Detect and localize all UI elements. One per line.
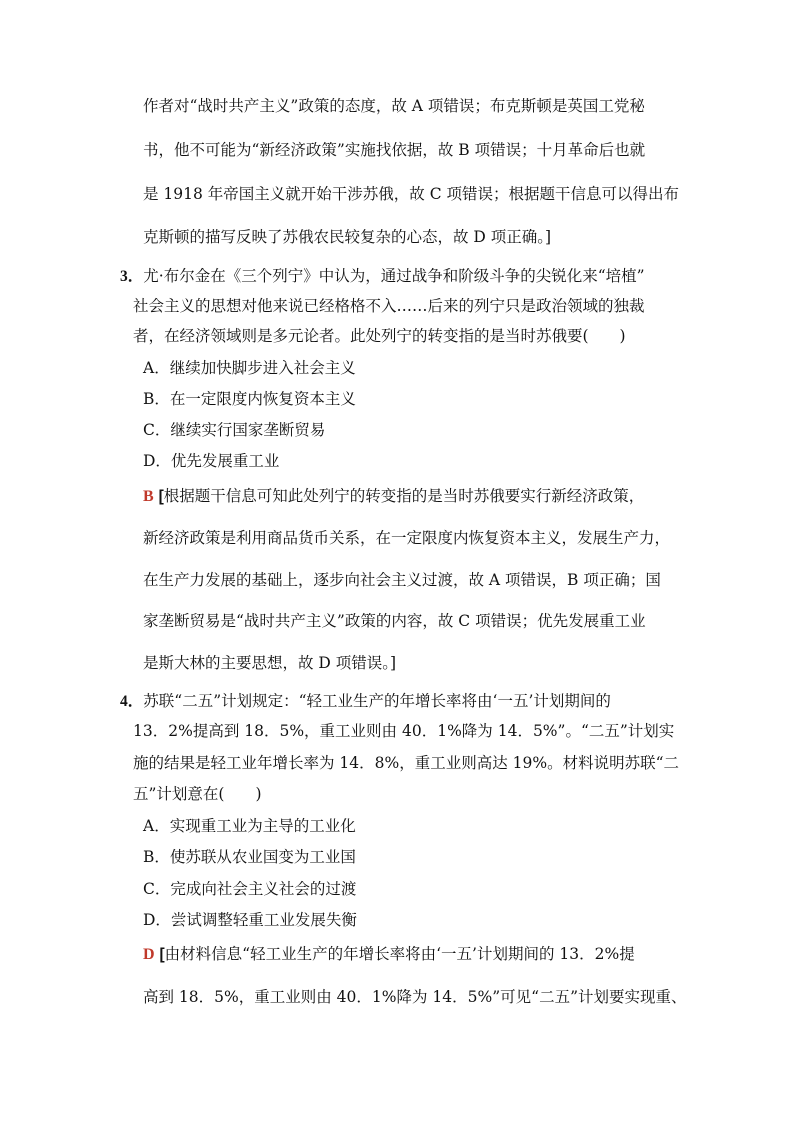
stem-line: 13．2%提高到 18．5%，重工业则由 40．1%降为 14．5%”。“二五”计划实 xyxy=(133,722,675,740)
explanation-line: 书，他不可能为“新经济政策”实施找依据，故 B 项错误；十月革命后也就 xyxy=(143,141,646,159)
option-c[interactable]: C．完成向社会主义社会的过渡 xyxy=(143,880,357,898)
question-3-stem xyxy=(120,266,645,287)
explanation-line: 由材料信息“轻工业生产的年增长率将由‘一五’计划期间的 13．2%提 xyxy=(164,945,635,963)
explanation-line: 作者对“战时共产主义”政策的态度，故 A 项错误；布克斯顿是英国工党秘 xyxy=(143,97,645,115)
stem-line: 苏联“二五”计划规定：“轻工业生产的年增长率将由‘一五’计划期间的 xyxy=(143,692,611,710)
option-a[interactable]: A．实现重工业为主导的工业化 xyxy=(143,817,356,835)
explanation-line: 是 1918 年帝国主义就开始干涉苏俄，故 C 项错误；根据题干信息可以得出布 xyxy=(143,185,680,203)
explanation-line: 克斯顿的描写反映了苏俄农民较复杂的心态，故 D 项正确。] xyxy=(143,228,552,246)
answer-explanation xyxy=(143,486,644,507)
question-number: 3． xyxy=(120,268,144,285)
option-b[interactable]: B．在一定限度内恢复资本主义 xyxy=(143,390,356,408)
stem-line: 社会主义的思想对他来说已经格格不入……后来的列宁只是政治领域的独裁 xyxy=(133,297,645,315)
explanation-line: 新经济政策是利用商品货币关系，在一定限度内恢复资本主义，发展生产力， xyxy=(143,529,671,547)
stem-line: 尤·布尔金在《三个列宁》中认为，通过战争和阶级斗争的尖锐化来“培植” xyxy=(143,267,645,285)
explanation-line: 根据题干信息可知此处列宁的转变指的是当时苏俄要实行新经济政策， xyxy=(163,487,645,505)
explanation-line: 高到 18．5%，重工业则由 40．1%降为 14．5%”可见“二五”计划要实现重、 xyxy=(143,988,687,1006)
option-b[interactable]: B．使苏联从农业国变为工业国 xyxy=(143,848,356,866)
answer-letter: B xyxy=(143,488,154,505)
explanation-line: 家垄断贸易是“战时共产主义”政策的内容，故 C 项错误；优先发展重工业 xyxy=(143,612,646,630)
option-a[interactable]: A．继续加快脚步进入社会主义 xyxy=(143,359,356,377)
explanation-line: 是斯大林的主要思想，故 D 项错误。] xyxy=(143,654,397,672)
question-4-stem xyxy=(120,691,611,712)
answer-letter: D xyxy=(143,946,155,963)
stem-line: 者，在经济领域则是多元论者。此处列宁的转变指的是当时苏俄要( ) xyxy=(133,327,626,345)
option-d[interactable]: D．尝试调整轻重工业发展失衡 xyxy=(143,911,357,929)
open-bracket: [ xyxy=(159,946,165,963)
stem-line: 施的结果是轻工业年增长率为 14．8%，重工业则高达 19%。材料说明苏联“二 xyxy=(133,754,680,772)
answer-explanation xyxy=(143,944,635,965)
option-c[interactable]: C．继续实行国家垄断贸易 xyxy=(143,421,326,439)
open-bracket: [ xyxy=(158,488,164,505)
option-d[interactable]: D．优先发展重工业 xyxy=(143,452,280,470)
question-number: 4． xyxy=(120,693,144,710)
stem-line: 五”计划意在( ) xyxy=(133,785,262,803)
explanation-line: 在生产力发展的基础上，逐步向社会主义过渡，故 A 项错误，B 项正确；国 xyxy=(143,571,661,589)
